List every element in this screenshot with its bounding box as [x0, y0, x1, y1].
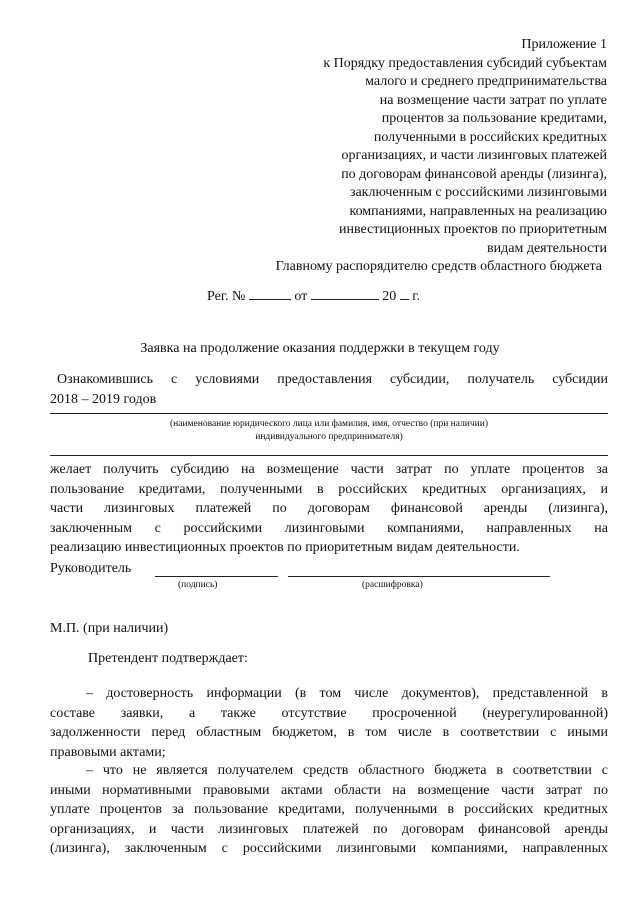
wish-paragraph [50, 460, 608, 558]
appendix-line: инвестиционных проектов по приоритетным [339, 222, 607, 237]
stamp-note: М.П. (при наличии) [50, 621, 169, 636]
wish-line: части лизинговых платежей по договорам финансовой аренды (лизинга), [50, 501, 608, 516]
reg-suffix: г. [412, 289, 420, 304]
appendix-line: на возмещение части затрат по уплате [379, 92, 607, 108]
name-rule [50, 413, 608, 414]
confirms-heading: Претендент подтверждает: [88, 651, 248, 666]
name-caption-line: индивидуального предпринимателя) [255, 432, 403, 442]
appendix-line: компаниями, направленных на реализацию [349, 203, 607, 219]
reg-year: 20 [382, 289, 397, 304]
appendix-line: полученными в российских кредитных [373, 129, 607, 145]
wish-line: реализацию инвестиционных проектов по приоритетным видам деятельности. [50, 540, 520, 555]
point-2 [50, 761, 608, 859]
appendix-line: видам деятельности [487, 240, 607, 256]
point-2-line: организациях, и части лизинговых платежей по договорам финансовой аренды [50, 821, 608, 837]
name-rule-2 [50, 455, 608, 456]
head-label: Руководитель [50, 561, 132, 576]
appendix-line: процентов за пользование кредитами, [381, 111, 607, 126]
reg-year-field[interactable] [400, 287, 409, 300]
name-caption-line: (наименование юридического лица или фамилия, имя, отчество (при наличии) [169, 419, 489, 429]
registration-line [207, 287, 420, 305]
decoding-field[interactable] [288, 576, 550, 577]
appendix-line: по договорам финансовой аренды (лизинга), [341, 166, 607, 182]
appendix-header [267, 36, 607, 258]
decoding-caption: (расшифровка) [362, 580, 423, 590]
point-1-line: – достоверность информации (в том числе документов), представленной в [86, 686, 608, 701]
reg-from: от [294, 289, 308, 304]
intro-line: 2018 – 2019 годов [50, 391, 157, 407]
name-caption [50, 418, 608, 444]
point-2-line: уплате процентов за пользование кредитами, полученными в российских кредитных [50, 802, 608, 817]
signature-field[interactable] [155, 576, 278, 577]
appendix-line: малого и среднего предпринимательства [365, 74, 607, 89]
point-1-line: правовыми актами; [50, 744, 166, 760]
wish-line: желает получить субсидию на возмещение части затрат по уплате процентов за [50, 462, 608, 477]
addressee: Главному распорядителю средств областного бюджета [275, 259, 602, 274]
intro-paragraph [50, 370, 608, 409]
appendix-line: организациях, и части лизинговых платежей [341, 148, 607, 163]
point-2-line: – что не является получателем средств областного бюджета в соответствии с [86, 763, 608, 778]
wish-line: пользование кредитами, полученными в российских кредитных организациях, и [50, 481, 608, 497]
point-1-line: составе заявки, а также отсутствие просроченной (неурегулированной) [50, 705, 608, 721]
appendix-line: к Порядку предоставления субсидий субъектам [323, 55, 607, 71]
appendix-line: Приложение 1 [521, 37, 607, 52]
reg-prefix: Рег. № [207, 289, 246, 304]
reg-date-field[interactable] [311, 287, 379, 300]
page-title: Заявка на продолжение оказания поддержки в текущем году [140, 341, 500, 356]
appendix-line: заключенным с российскими лизинговыми [349, 185, 607, 200]
wish-line: заключенным с российскими лизинговыми компаниями, направленных на [50, 520, 608, 536]
point-1-line: задолженности перед областным бюджетом, в том числе в соответствии с иными [50, 725, 608, 740]
signature-caption: (подпись) [178, 580, 218, 590]
point-2-line: (лизинга), заключенным с российскими лизинговыми компаниями, направленных [50, 841, 608, 856]
intro-line: Ознакомившись с условиями предоставления субсидии, получатель субсидии [57, 372, 608, 387]
reg-number-field[interactable] [249, 287, 291, 300]
point-1 [50, 684, 608, 762]
point-2-line: иными нормативными правовыми актами области на возмещение части затрат по [50, 782, 608, 798]
